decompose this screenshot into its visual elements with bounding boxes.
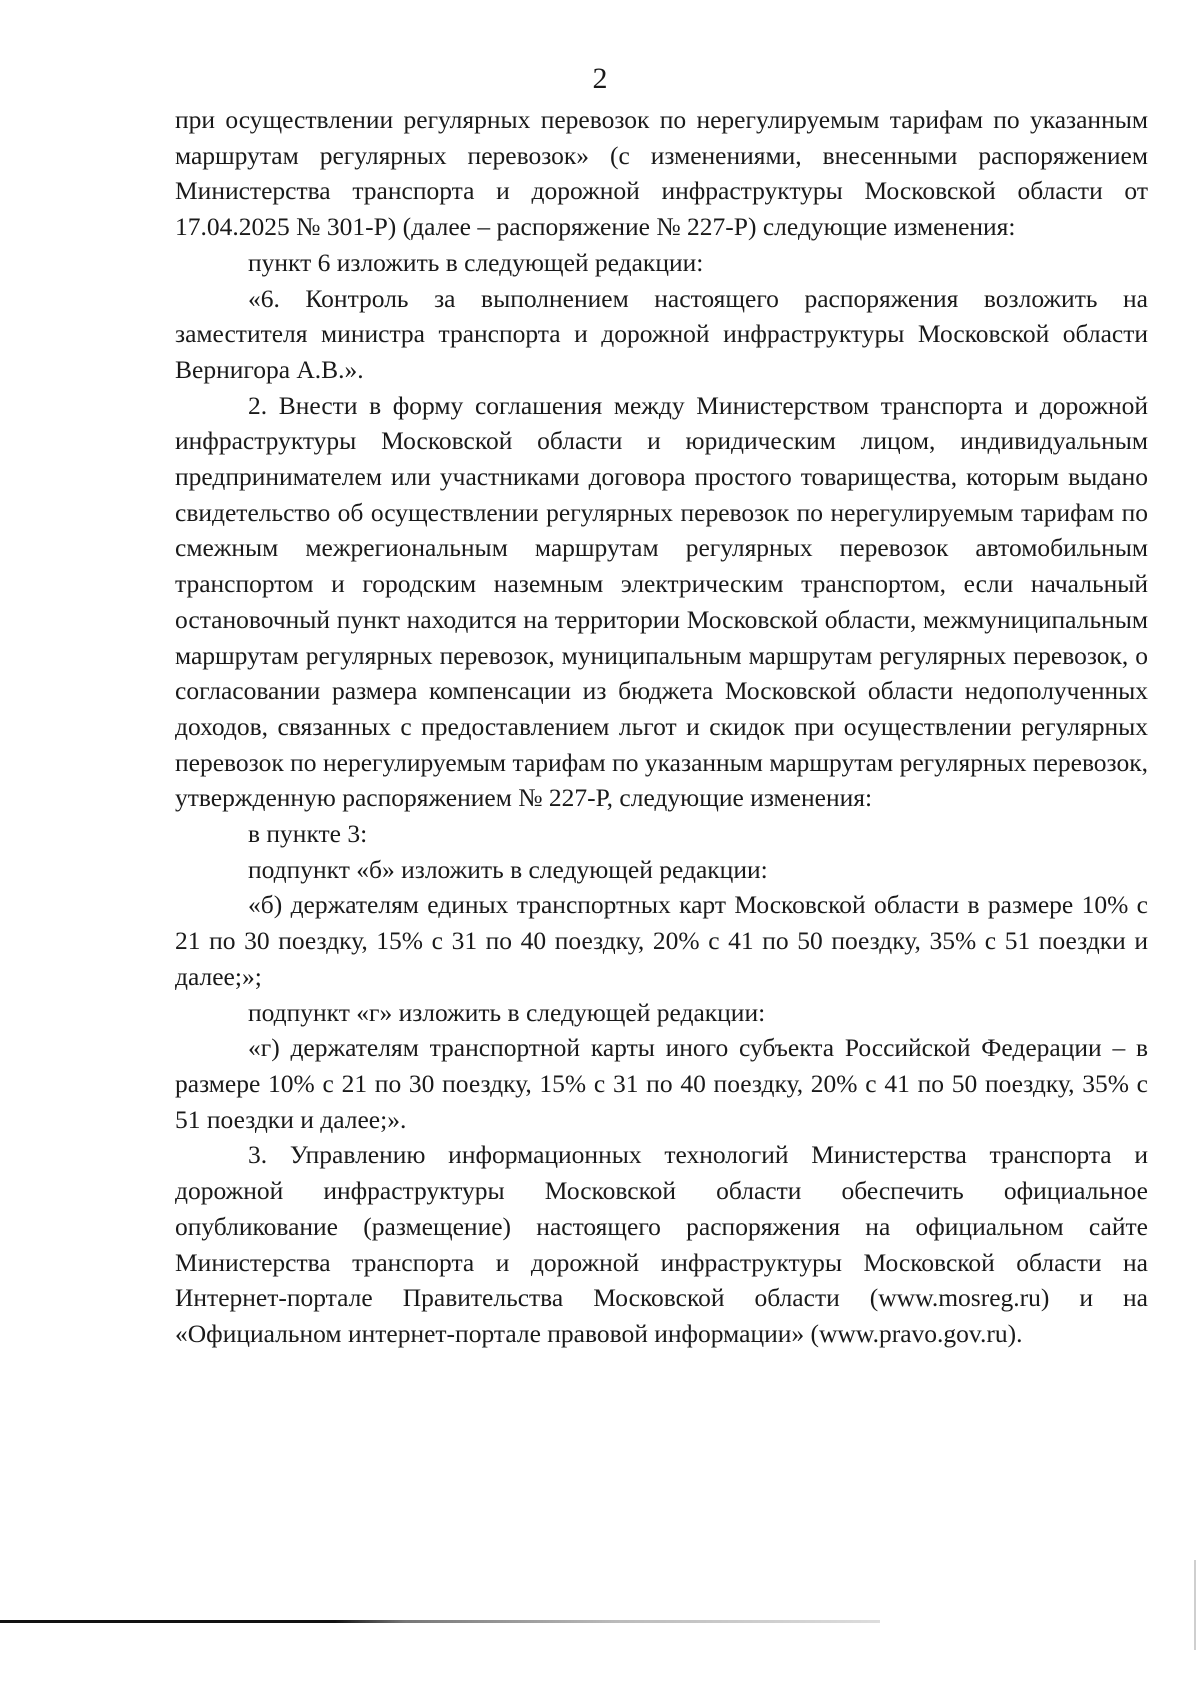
document-body [175, 102, 1148, 1352]
paragraph-item-6-text: «6. Контроль за выполнением настоящего распоряжения возложить на заместителя министра транспорта и дорожной инфраструктуры Московской области Вернигора А.В.». [175, 283, 1148, 384]
paragraph-continuation: при осуществлении регулярных перевозок по нерегулируемым тарифам по указанным маршрутам регулярных перевозок» (с изменениями, внесенными распоряжением Министерства транспорта и дорожной инфраструктуры Московской области от 17.04.2025 № 301-Р) (далее – распоряжение № 227-Р) следующие изменения: [175, 105, 1148, 242]
scan-edge-mark [1194, 1560, 1196, 1650]
page-number: 2 [592, 62, 608, 95]
bottom-scan-line [0, 1620, 880, 1623]
paragraph-subpoint-b-intro: подпункт «б» изложить в следующей редакции: [248, 854, 768, 884]
paragraph-section-3: 3. Управлению информационных технологий Министерства транспорта и дорожной инфраструктуры Московской области обеспечить официальное опубликование (размещение) настоящего распоряжения на официальном сайте Министерства транспорта и дорожной инфраструктуры Московской области на Интернет-портале Правительства Московской области (www.mosreg.ru) и на «Официальном интернет-портале правовой информации» (www.pravo.gov.ru). [175, 1140, 1148, 1348]
paragraph-section-2: 2. Внести в форму соглашения между Министерством транспорта и дорожной инфраструктуры Московской области и юридическим лицом, индивидуальным предпринимателем или участниками договора простого товарищества, которым выдано свидетельство об осуществлении регулярных перевозок по нерегулируемым тарифам по смежным межрегиональным маршрутам регулярных перевозок автомобильным транспортом и городским наземным электрическим транспортом, если начальный остановочный пункт находится на территории Московской области, межмуниципальным маршрутам регулярных перевозок, муниципальным маршрутам регулярных перевозок, о согласовании размера компенсации из бюджета Московской области недополученных доходов, связанных с предоставлением льгот и скидок при осуществлении регулярных перевозок по нерегулируемым тарифам по указанным маршрутам регулярных перевозок, утвержденную распоряжением № 227-Р, следующие изменения: [175, 390, 1148, 813]
paragraph-item-6-intro: пункт 6 изложить в следующей редакции: [248, 247, 704, 277]
paragraph-point-3: в пункте 3: [248, 819, 368, 849]
paragraph-subpoint-b-text: «б) держателям единых транспортных карт Московской области в размере 10% с 21 по 30 поездку, 15% с 31 по 40 поездку, 20% с 41 по 50 поездку, 35% с 51 поездки и далее;»; [175, 890, 1148, 991]
paragraph-subpoint-g-text: «г) держателям транспортной карты иного субъекта Российской Федерации – в размере 10% с 21 по 30 поездку, 15% с 31 по 40 поездку, 20% с 41 по 50 поездку, 35% с 51 поездки и далее;». [175, 1033, 1148, 1134]
paragraph-subpoint-g-intro: подпункт «г» изложить в следующей редакции: [248, 997, 766, 1027]
